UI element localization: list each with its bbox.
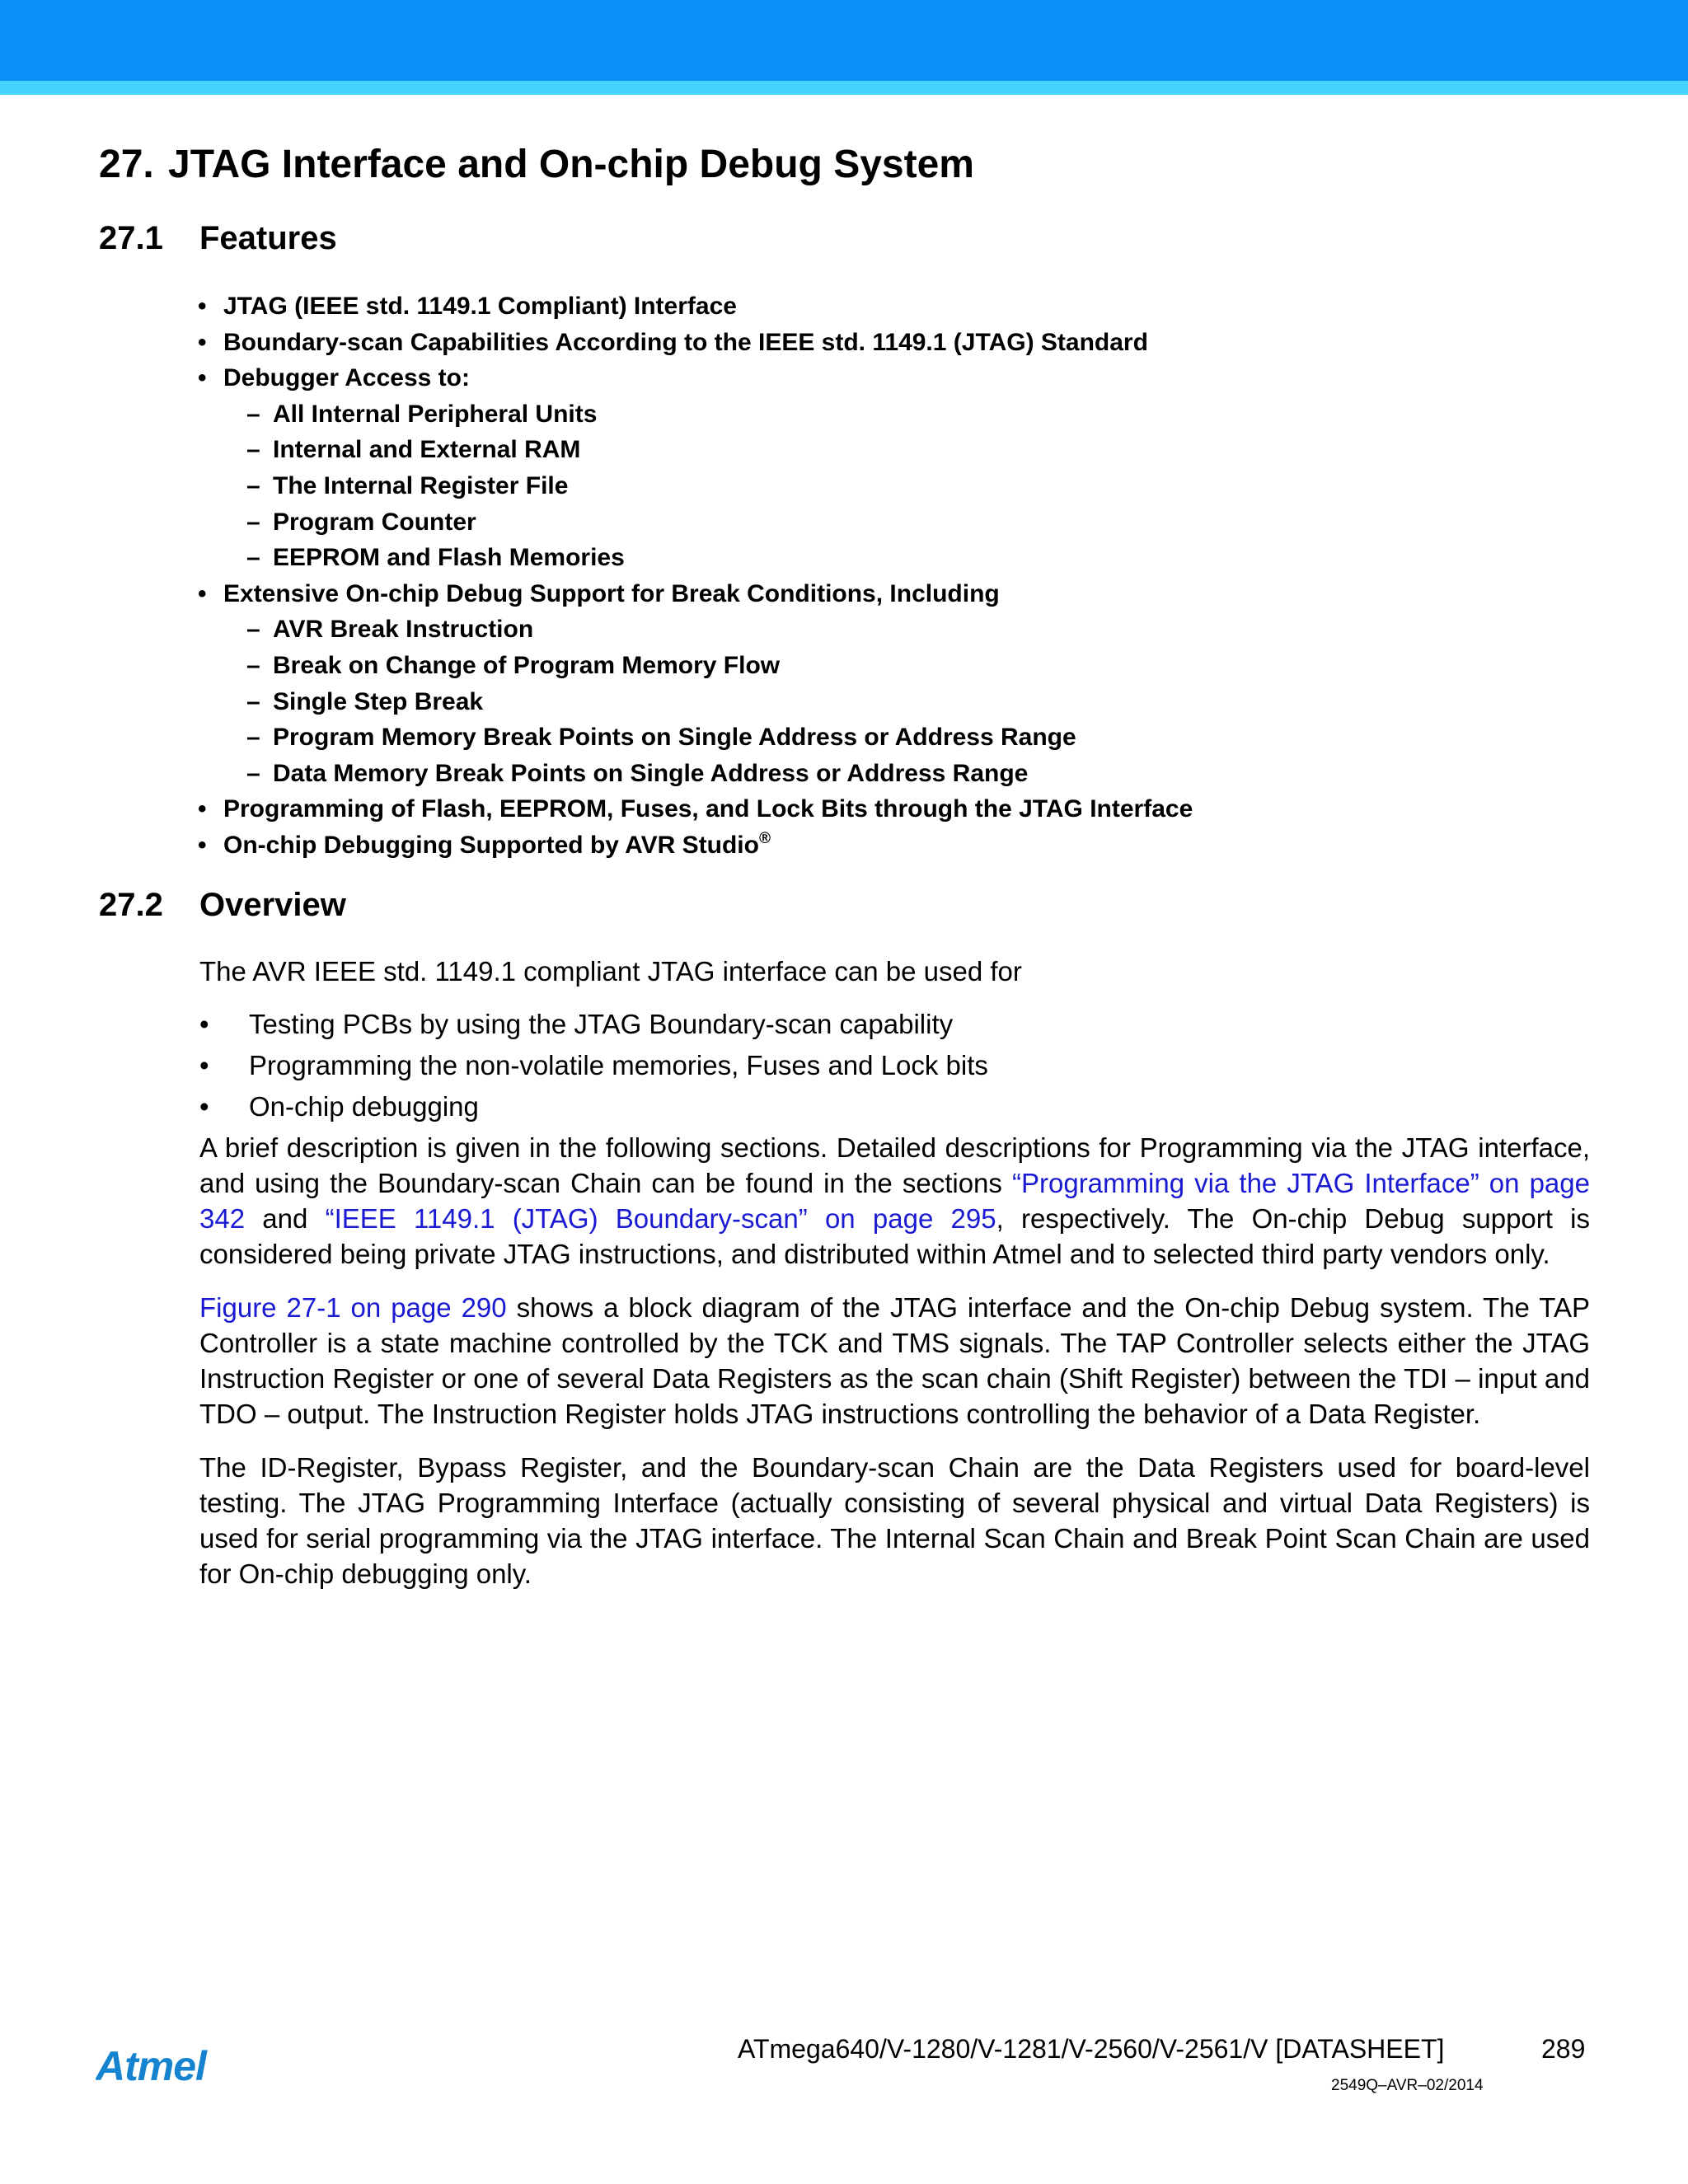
overview-paragraph-3: The ID-Register, Bypass Register, and the Boundary-scan Chain are the Data Registers used for board-level testing. The JTAG Programming Interface (actually consisting of several physical and virtual Data Registers) is used for serial programming via the JTAG interface. The Internal Scan Chain and Break Point Scan Chain are used for On-chip debugging only. xyxy=(199,1452,1590,1589)
footer-document-title: ATmega640/V-1280/V-1281/V-2560/V-2561/V [DATASHEET] xyxy=(738,2034,1445,2064)
footer-document-code: 2549Q–AVR–02/2014 xyxy=(1331,2077,1484,2094)
header-band xyxy=(0,0,1688,81)
chapter-number: 27. xyxy=(99,143,154,186)
overview-bullet: • Programming the non-volatile memories, Fuses and Lock bits xyxy=(199,1047,988,1089)
chapter-title-text: JTAG Interface and On-chip Debug System xyxy=(168,143,974,186)
atmel-logo xyxy=(96,2042,237,2090)
atmel-logo-text: Atmel xyxy=(96,2043,206,2089)
header-stripe xyxy=(0,81,1688,95)
overview-intro: The AVR IEEE std. 1149.1 compliant JTAG interface can be used for xyxy=(199,956,1022,987)
feature-item: • Extensive On-chip Debug Support for Break Conditions, Including xyxy=(198,576,1599,612)
chapter-title xyxy=(99,142,974,187)
overview-bullet: • Testing PCBs by using the JTAG Boundary-scan capability xyxy=(199,1006,988,1047)
feature-subitem: – EEPROM and Flash Memories xyxy=(198,540,1599,576)
link-figure-27-1[interactable]: Figure 27-1 on page 290 xyxy=(199,1292,507,1323)
feature-subitem: – Single Step Break xyxy=(198,684,1599,720)
overview-paragraph-2 xyxy=(199,1290,1590,1432)
feature-subitem: – Break on Change of Program Memory Flow xyxy=(198,648,1599,684)
feature-list xyxy=(198,288,1599,864)
footer-page-number: 289 xyxy=(1541,2034,1586,2064)
feature-subitem: – Program Memory Break Points on Single Address or Address Range xyxy=(198,719,1599,756)
section-title-text: Features xyxy=(199,220,337,256)
overview-bullet-list xyxy=(199,1006,988,1130)
paragraph-text: shows a block diagram of the JTAG interface and the On-chip Debug system. The TAP Controller is a state machine controlled by the TCK and TMS signals. The TAP Controller selects either the JTAG Instruction Register or one of several Data Registers as the scan chain (Shift Register) between the TDI – input and TDO – output. The Instruction Register holds JTAG instructions controlling the behavior of a Data Register. xyxy=(199,1292,1591,1429)
feature-item: • Programming of Flash, EEPROM, Fuses, and Lock Bits through the JTAG Interface xyxy=(198,791,1599,827)
link-programming-jtag[interactable]: “Programming via the JTAG Interface” on page 342 xyxy=(199,1168,1590,1234)
feature-subitem: – The Internal Register File xyxy=(198,468,1599,504)
section-number: 27.2 xyxy=(99,887,163,923)
paragraph-text: A brief description is given in the following sections. Detailed descriptions for Programming via the JTAG interface, and using the Boundary-scan Chain can be found in the sections xyxy=(199,1132,1590,1198)
feature-item: • JTAG (IEEE std. 1149.1 Compliant) Interface xyxy=(198,288,1599,325)
paragraph-text: and xyxy=(245,1203,326,1234)
feature-item: • Boundary-scan Capabilities According to the IEEE std. 1149.1 (JTAG) Standard xyxy=(198,325,1599,361)
section-title-text: Overview xyxy=(199,887,346,923)
section-title-features xyxy=(99,220,337,257)
feature-item-avr-studio xyxy=(198,827,1599,864)
link-boundary-scan[interactable]: “IEEE 1149.1 (JTAG) Boundary-scan” on page 295 xyxy=(325,1203,996,1234)
feature-subitem: – Data Memory Break Points on Single Address or Address Range xyxy=(198,756,1599,792)
registered-mark: ® xyxy=(758,829,771,847)
feature-subitem: – Internal and External RAM xyxy=(198,432,1599,468)
section-number: 27.1 xyxy=(99,220,163,256)
feature-subitem: – AVR Break Instruction xyxy=(198,612,1599,648)
paragraph-text: , respectively. The On-chip Debug support is considered being private JTAG instructions, and distributed within Atmel and to selected third party vendors only. xyxy=(199,1203,1590,1269)
overview-bullet: • On-chip debugging xyxy=(199,1089,988,1130)
feature-item-text: On-chip Debugging Supported by AVR Studio xyxy=(223,831,759,859)
feature-subitem: – All Internal Peripheral Units xyxy=(198,396,1599,433)
feature-item: • Debugger Access to: xyxy=(198,360,1599,396)
overview-paragraph-1 xyxy=(199,1130,1590,1272)
feature-subitem: – Program Counter xyxy=(198,504,1599,541)
section-title-overview xyxy=(99,887,346,924)
